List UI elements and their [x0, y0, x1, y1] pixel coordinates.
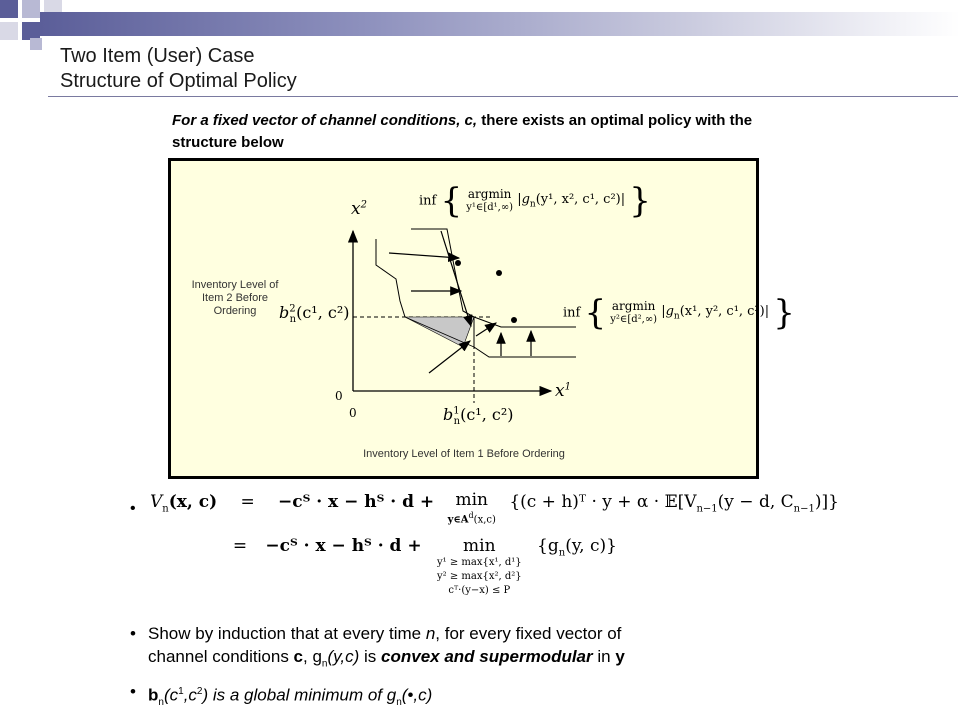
title-line-1: Two Item (User) Case — [60, 45, 255, 67]
origin-y-zero: 0 — [335, 389, 343, 403]
equation-line-1: $V_n(x$, c) = −cᵀ · x − hᵀ · d + min $y\in A^d(x,c)$ {(c + h)ᵀ · $y + \alpha \cdot 𝔼[V_{n-1}(y - d$, $C_{n-1}$)]} — [150, 490, 839, 526]
arrow-5 — [429, 341, 470, 373]
bullet-global-minimum: • $b_n(c^1,c^2)$ is a global minimum of $g_n(•,c)$ — [130, 682, 433, 709]
title-divider — [48, 96, 958, 97]
bullet-induction: • Show by induction that at every time n, for every fixed vector of channel conditions c, $g_n(y,c)$ is convex and supermodular in y — [130, 624, 625, 670]
header-gradient-bar — [40, 12, 960, 36]
top-formula: inf { argmin y¹∈[d¹,∞) $|g_n(y^1$, x², c¹, c²)| } — [419, 181, 651, 221]
boundary-upper — [376, 239, 405, 317]
x-axis-var: $x^1$ — [555, 381, 571, 401]
y-axis-var: $x^2$ — [351, 199, 367, 219]
state-point-2 — [496, 270, 502, 276]
arrow-3 — [441, 231, 471, 326]
y-axis-label: Inventory Level of Item 2 Before Ordering — [191, 279, 279, 317]
right-formula: inf { argmin y²∈[d²,∞) $|g_n(x^1$, y², c¹, c²)| } — [563, 293, 795, 333]
state-point-3 — [511, 317, 517, 323]
page-title — [60, 44, 297, 94]
header-square-3 — [0, 22, 18, 40]
header-square-6 — [30, 38, 42, 50]
state-point-1 — [455, 260, 461, 266]
b2-label: $b^2_n(c^1$, c²) — [279, 303, 350, 326]
title-line-2: Structure of Optimal Policy — [60, 70, 297, 92]
policy-figure — [168, 158, 795, 479]
boundary-top — [411, 229, 576, 327]
caption-italic: For a fixed vector of channel conditions, c, — [172, 112, 478, 129]
equation-bullet: • — [130, 500, 136, 517]
header-square-1 — [0, 0, 18, 18]
origin-x-zero: 0 — [349, 406, 357, 420]
arrow-4 — [476, 323, 496, 336]
caption-rest: there exists an optimal policy with the structure below — [172, 112, 753, 151]
equation-line-2: = −cᵀ · x − hᵀ · d + min y¹ ≥ max{x¹, d¹} y² ≥ max{x², d²} cᵀ·(y−x) ≤ P {$g_n(y$, c)} — [232, 536, 617, 596]
figure-caption — [172, 110, 772, 154]
x-axis-label: Inventory Level of Item 1 Before Ordering — [363, 448, 565, 460]
header-square-2 — [22, 0, 40, 18]
b1-label: $b^1_n(c^1$, c²) — [443, 405, 514, 428]
